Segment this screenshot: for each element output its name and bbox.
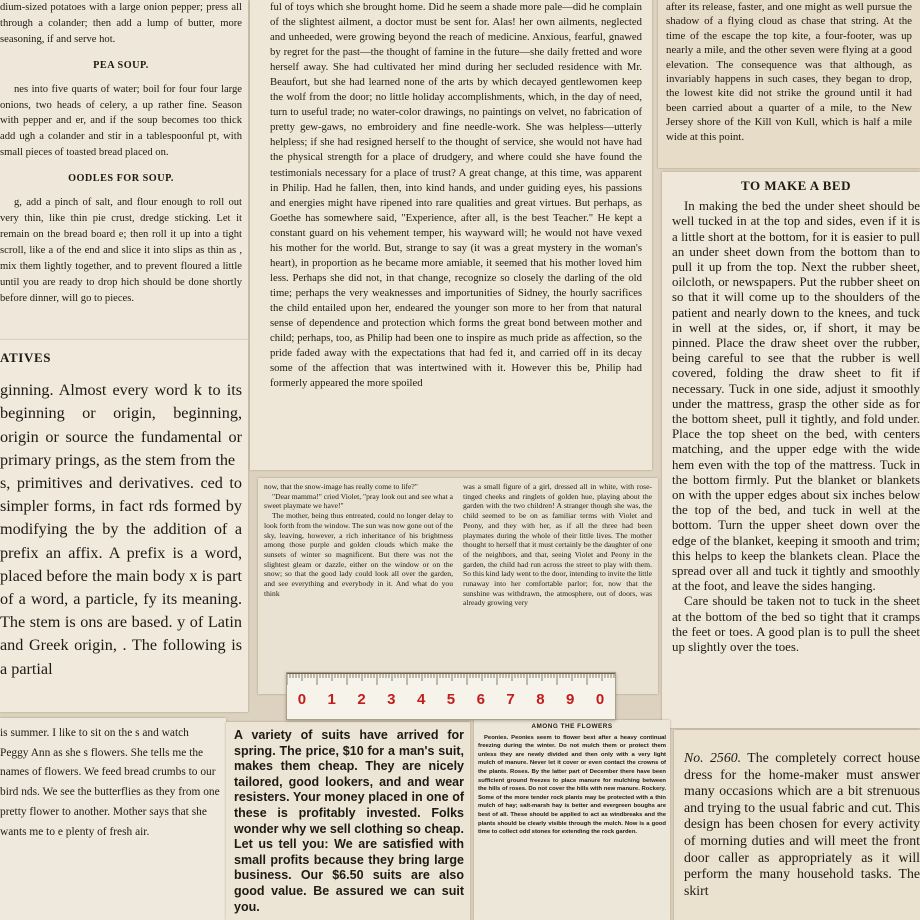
story-col2-para-1: was a small figure of a girl, dressed all in white, with rose-tinged cheeks and ringlets of golden hue, playing about the garden with the two children! A stranger though she was, the child seemed to be on as familiar terms with Violet and Peony, and they with her, as if all the three had been playmates during the whole of their little lives. The mother thought to herself that it must certainly be the daughter of one of the neighbors, and that, seeing Violet and Peony in the garden, the child had run across the street to play with them. So this kind lady went to the door, intending to invite the little runaway into her comfortable parlor; for, now that the sunshine was withdrawn, the atmosphere, out of doors, was already growing very <box>463 482 652 608</box>
ruler-digit: 0 <box>595 691 605 708</box>
recipe-intro-text: dium-sized potatoes with a large onion pepper; press all through a colander; then add a lump of butter, more seasoning, if and serve hot. <box>0 2 242 45</box>
story-column-2 <box>463 482 652 608</box>
pea-soup-heading: PEA SOUP. <box>93 59 149 71</box>
ruler-digit: 3 <box>387 691 396 708</box>
suits-ad-clipping <box>226 722 470 920</box>
story-column-1 <box>264 482 453 608</box>
bed-para-2: Care should be taken not to tuck in the sheet at the bottom of the bed so tight that it cramps the feet or toes. A good plan is to pull the sheet up slightly over the toes. <box>672 594 920 655</box>
ruler-digit: 9 <box>566 691 575 708</box>
ruler-strip <box>286 672 616 720</box>
kite-text: after its release, faster, and one might as well pursue the shadow of a flying cloud as chase that string. At the time of the escape the top kite, a four-footer, was up nearly a mile, and the other seven were flying at a good elevation. The consequence was that although, as invariably happens in such cases, they began to drop, the lowest kite did not strike the ground until it had been carried about a quarter of a mile, to the New Jersey shore of the Kill von Kull, which is half a mile wide at this point. <box>666 1 912 143</box>
summer-clipping <box>0 718 226 920</box>
noodles-text: g, add a pinch of salt, and flour enough to roll out very thin, like thin pie crust, dredge sticking. Let it remain on the bread board e; then roll it up into a tight scroll, like a of the end and slice it into slips as thin as , mix them lightly together, and to prevent floured a little until you are ready to drop hich should be done shortly before dinner, will go to pieces. <box>0 197 242 304</box>
flowers-text: Peonies. Peonies seem to flower best after a heavy continual freezing during the winter. Do not mulch them or protect them unless they are newly divided and then only with a very light mulch of manure. Never let it cover or even contact the crowns of the plants. Roses. By the latter part of December there have been sufficient ground freezes to place manure for mulching between the hills of roses. Do not cover the hills with new manure. Rockery. Some of the more tender rock plants may be protected with a thin mulch of hay; salt-marsh hay is better and evergreen boughs are best of all. These should be applied to act as windbreaks and the plants should be clearly visible through the mulch. Now is a good time to collect odd stones for extending the rock garden. <box>478 734 666 836</box>
primitives-para-1: ginning. Almost every word k to its beginning or origin, beginning, origin or source the fundamental or primary prings, as the stem from the <box>0 381 242 469</box>
bed-clipping <box>662 172 920 728</box>
dress-pattern-number: No. 2560. <box>684 750 742 765</box>
ruler-digit: 8 <box>536 691 545 708</box>
bed-heading: TO MAKE A BED <box>741 178 851 193</box>
story-col1-para-2: "Dear mamma!" cried Violet, "pray look out and see what a sweet playmate we have!" <box>264 491 453 511</box>
dress-text: The completely correct house dress for the home-maker must answer many occasions which are a bit strenuous and trying to the usual fabric and cut. This design has been chosen for every activity of morning duties and will meet the front door caller as appropriately as it will perform the many household tasks. The skirt <box>684 750 920 898</box>
noodles-heading: OODLES FOR SOUP. <box>68 173 174 185</box>
pea-soup-text: nes into five quarts of water; boil for four four large onions, two heads of celery, a up rather fine. Season with pepper and er, and if the soup becomes too thick add ugh a colander and stir in a tablespoonful pt, with small pieces of toasted bread placed on. <box>0 83 242 159</box>
ruler-digit: 5 <box>446 691 456 708</box>
primitives-para-2: s, primitives and derivatives. ced to simpler forms, in fact rds formed by modifying the by the addition of a prefix an affix. A prefix is a word, placed before the main body x is part of a word, a particle, fy its meaning. The stem is ons are based. y of Latin and Greek origin, . The following is a partial <box>0 474 242 678</box>
story-col1-para-1: now, that the snow-image has really come to life?" <box>264 482 418 491</box>
ruler-digit: 4 <box>416 691 426 708</box>
recipe-clipping <box>0 0 248 340</box>
novel-text: ful of toys which she brought home. Did he seem a shade more pale—did he complain of the slightest ailment, a doctor must be sent for. Alas! her own ailments, neglected and unheeded, were growing beyond the reach of medicine. Anxious, fearful, gnawed by regret for the past—the thought of famine in the future—she daily fretted and wore herself away. She had cultivated her mind during her secluded residence with Mr. Beaufort, but she had learned none of the arts by which decayed gentlewomen keep the wolf from the door; no little holiday accomplishments, which, in the day of need, turn to useful trade; no water-color drawings, no paintings on velvet, no fabrication of pretty gew-gaws, no embroidery and fine needle-work. She was helpless—utterly helpless; if she had resigned herself to the thought of service, she would not have had the physical strength for a place of drudgery, and where could she have found the testimonials necessary for a place of trust? A great change, at this time, was apparent in Philip. Had he fallen, then, into kind hands, and under guiding eyes, his passions and energies might have ripened into rare qualities and great virtues. But perhaps, as Goethe has somewhere said, "Experience, after all, is the best Teacher." He kept a constant guard on his vehement temper, his wayward will; he would not have vexed his mother for the world. But, strange to say (it was a great mystery in the woman's heart), in proportion as he became more amiable, it seemed that his mother loved him less. Perhaps she did not, in that change, recognize so closely the darling of the old time; perhaps the very weaknesses and importunities of Sidney, the hourly sacrifices the child entailed upon her, endeared the younger son more to her from that natural sense of dependence and protection which forms the great bond between mother and child; perhaps, too, as Philip had been one to inspire as much pride as affection, so the pride faded away with the expectations that had fed it, and carried off in its decay some of the affection that was intertwined with it. However this be, Philip had formerly appeared the more spoiled <box>270 1 642 390</box>
flowers-heading: AMONG THE FLOWERS <box>531 723 613 730</box>
kite-clipping <box>658 0 920 168</box>
dress-paragraph <box>684 750 920 899</box>
ruler-digits <box>287 691 615 708</box>
ruler-digit: 0 <box>297 691 307 708</box>
ruler-digit: 7 <box>506 691 515 708</box>
primitives-clipping <box>0 340 248 712</box>
ruler-digit: 6 <box>476 691 485 708</box>
story-clipping <box>258 478 658 694</box>
novel-clipping <box>250 0 652 470</box>
summer-text: is summer. I like to sit on the s and watch Peggy Ann as she s flowers. She tells me the names of flowers. We feed bread crumbs to our bird nds. We see the butterflies as they from one pretty flower to another. Mother says that she wants me to e plenty of fresh air. <box>0 727 220 838</box>
primitives-heading: ATIVES <box>0 350 52 365</box>
ruler-digit: 2 <box>357 691 366 708</box>
story-col1-para-3: The mother, being thus entreated, could no longer delay to look forth from the window. The sun was now gone out of the sky, leaving, however, a rich inheritance of his brightness among those purple and golden clouds which make the sunsets of winter so magnificent. But there was not the slightest gleam or dazzle, either on the window or on the snow; so that the good lady could look all over the garden, and see everything and everybody in it. And what do you think <box>264 511 453 598</box>
bed-para-1: In making the bed the under sheet should be well tucked in at the top and sides, even if it is a little short at the bottom, for it is easier to pull an under sheet down from the bottom than to pull it up from the top. Next the rubber sheet, oilcloth, or newspapers. Put the rubber sheet on so that it will come up to the shoulders of the patient and nearly down to the knees, and tuck in well at the sides, or, if short, it may be pinned. Place the draw sheet over the rubber, being careful to see that the rubber is well covered, folding the draw sheet to fit if necessary. Tuck in one side, adjust it smoothly under the mattress, grasp the other side as for the bottom sheet, pull it tightly, and fold under. Place the top sheet on the bed, with centers matching, and the upper edge with the wide hem even with the top of the mattress. Tuck in the bottom firmly. Put the blanket or blankets on with the upper edges about six inches below the top of the bed, and tuck in well at the bottom. Turn the upper sheet down over the edge of the blanket, keeping it smooth and trim; this helps to keep the blankets clean. Place the spread over all and tuck it tightly and smoothly at the foot, and leave the sides hanging. <box>672 199 920 594</box>
ruler-digit: 1 <box>327 691 336 708</box>
dress-clipping <box>674 730 920 920</box>
ruler-ticks <box>287 673 616 687</box>
flowers-clipping <box>474 720 670 920</box>
suits-text: A variety of suits have arrived for spring. The price, $10 for a man's suit, makes them cheap. They are nicely tailored, good lookers, and and wear resisters. Your money placed in one of these is profitably invested. Folks wonder why we sell clothing so cheap. Let us tell you: We are satisfied with small profits because they bring large business. Our $6.50 suits are also good value. Be assured we can suit you. <box>234 728 464 914</box>
